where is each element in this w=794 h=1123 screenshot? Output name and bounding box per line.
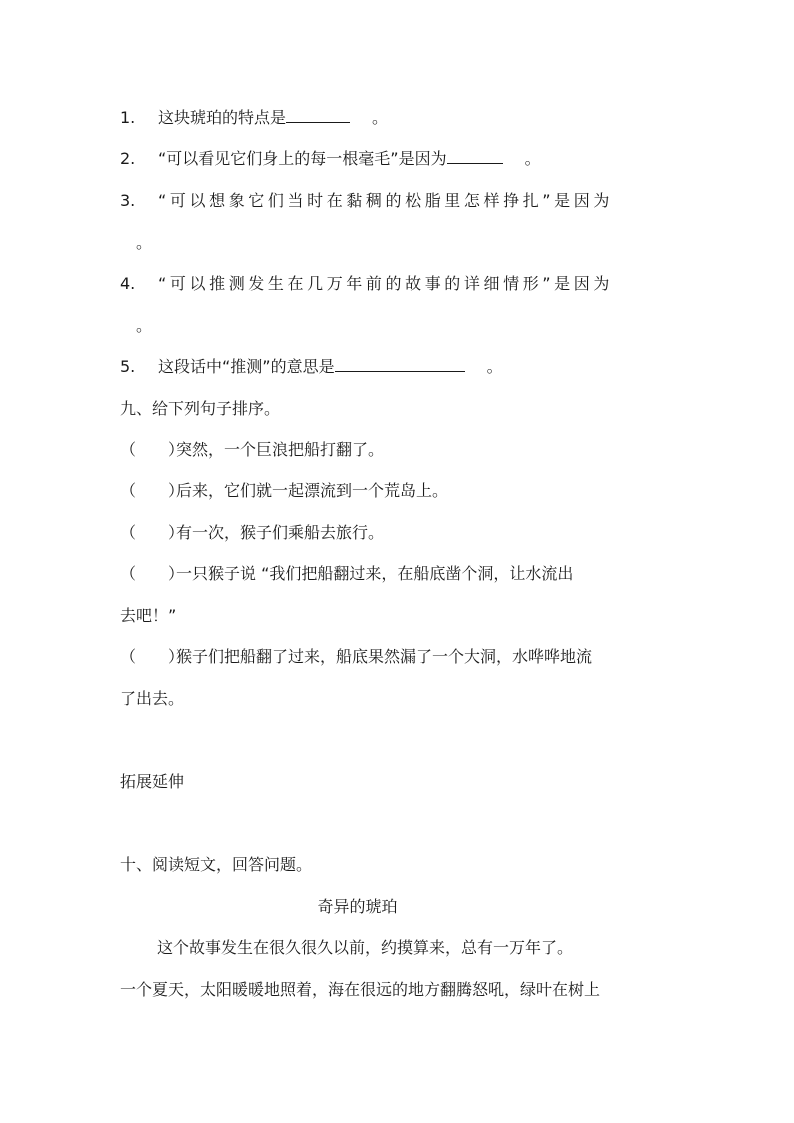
ordering-item xyxy=(120,522,384,544)
order-blank[interactable]: （ ） xyxy=(120,481,185,500)
ordering-sentence: 突然，一个巨浪把船打翻了。 xyxy=(176,440,385,459)
ordering-item xyxy=(120,563,573,585)
question-text: 这块琥珀的特点是 xyxy=(158,108,287,127)
ordering-sentence: 有一次，猴子们乘船去旅行。 xyxy=(176,523,385,542)
ordering-item xyxy=(120,480,448,502)
section-10-title: 十、阅读短文，回答问题。 xyxy=(120,855,313,874)
answer-blank[interactable] xyxy=(335,357,465,372)
question-3 xyxy=(120,190,613,212)
ordering-item xyxy=(120,439,384,461)
extension-heading: 拓展延伸 xyxy=(120,772,185,791)
question-number: 3. xyxy=(120,191,136,210)
passage-line: 一个夏天，太阳暖暖地照着，海在很远的地方翻腾怒吼，绿叶在树上 xyxy=(120,980,601,999)
order-blank[interactable]: （ ） xyxy=(120,523,185,542)
question-5 xyxy=(120,356,503,378)
question-number: 2. xyxy=(120,149,136,168)
question-text: “可以看见它们身上的每一根毫毛”是因为 xyxy=(158,149,447,168)
answer-blank[interactable] xyxy=(447,149,503,164)
passage-title: 奇异的琥珀 xyxy=(317,897,398,916)
question-end: 。 xyxy=(524,149,541,168)
question-4-continuation: 。 xyxy=(136,316,153,335)
question-end: 。 xyxy=(372,108,389,127)
question-2 xyxy=(120,148,541,170)
ordering-item-continuation: 了出去。 xyxy=(120,689,185,708)
question-1 xyxy=(120,107,388,129)
question-number: 5. xyxy=(120,357,136,376)
ordering-sentence: 猴子们把船翻了过来，船底果然漏了一个大洞，水哗哗地流 xyxy=(176,647,593,666)
passage-line: 这个故事发生在很久很久以前，约摸算来，总有一万年了。 xyxy=(157,938,574,957)
question-4 xyxy=(120,273,613,295)
answer-blank[interactable] xyxy=(286,108,350,123)
order-blank[interactable]: （ ） xyxy=(120,564,185,583)
order-blank[interactable]: （ ） xyxy=(120,647,185,666)
ordering-item xyxy=(120,646,592,668)
question-text: 这段话中“推测”的意思是 xyxy=(158,357,335,376)
question-text: “可以推测发生在几万年前的故事的详细情形”是因为 xyxy=(158,274,613,293)
ordering-item-continuation: 去吧！” xyxy=(120,606,177,625)
question-text: “可以想象它们当时在黏稠的松脂里怎样挣扎”是因为 xyxy=(158,191,613,210)
question-number: 1. xyxy=(120,108,136,127)
order-blank[interactable]: （ ） xyxy=(120,440,185,459)
section-9-title: 九、给下列句子排序。 xyxy=(120,399,281,418)
ordering-sentence: 一只猴子说 “我们把船翻过来，在船底凿个洞，让水流出 xyxy=(176,564,574,583)
question-3-continuation: 。 xyxy=(136,233,153,252)
question-number: 4. xyxy=(120,274,136,293)
question-end: 。 xyxy=(486,357,503,376)
ordering-sentence: 后来，它们就一起漂流到一个荒岛上。 xyxy=(176,481,449,500)
